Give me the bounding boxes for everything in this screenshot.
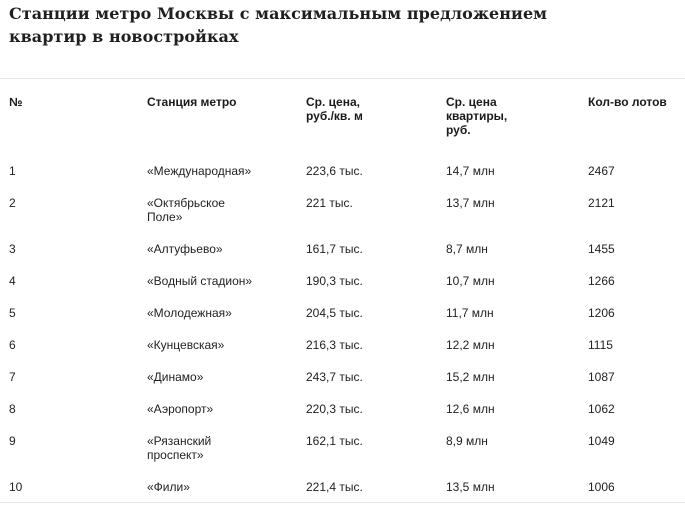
lot-count-cell: 1115 [588,338,613,352]
header-apartment-price: Ср. цена квартиры, руб. [446,95,508,137]
station-name-cell: «Молодежная» [147,306,232,320]
apartment-price-cell: 13,7 млн [446,196,495,210]
row-number-cell: 2 [9,196,16,210]
apartment-price-cell: 8,7 млн [446,242,488,256]
page-title: Станции метро Москвы с максимальным предложением квартир в новостройках [9,4,548,46]
row-number-cell: 8 [9,402,16,416]
apartment-price-cell: 14,7 млн [446,164,495,178]
lot-count-cell: 1006 [588,480,615,494]
row-number-cell: 10 [9,480,23,494]
apartment-price-cell: 8,9 млн [446,434,488,448]
row-number-cell: 6 [9,338,16,352]
table-top-divider [0,78,685,79]
row-number-cell: 5 [9,306,16,320]
station-name-cell: «Динамо» [147,370,204,384]
lot-count-cell: 2467 [588,164,615,178]
price-per-sqm-cell: 221,4 тыс. [306,480,363,494]
price-per-sqm-cell: 161,7 тыс. [306,242,363,256]
header-station: Станция метро [147,95,237,109]
station-name-cell: «Кунцевская» [147,338,225,352]
lot-count-cell: 1455 [588,242,615,256]
row-number-cell: 3 [9,242,16,256]
header-number: № [9,95,23,109]
price-per-sqm-cell: 204,5 тыс. [306,306,363,320]
lot-count-cell: 2121 [588,196,615,210]
apartment-price-cell: 10,7 млн [446,274,495,288]
price-per-sqm-cell: 243,7 тыс. [306,370,363,384]
price-per-sqm-cell: 221 тыс. [306,196,353,210]
header-lot-count: Кол-во лотов [588,95,667,109]
lot-count-cell: 1087 [588,370,615,384]
row-number-cell: 4 [9,274,16,288]
price-per-sqm-cell: 190,3 тыс. [306,274,363,288]
lot-count-cell: 1049 [588,434,615,448]
station-name-cell: «Фили» [147,480,190,494]
header-price-per-sqm: Ср. цена, руб./кв. м [306,95,363,123]
price-per-sqm-cell: 223,6 тыс. [306,164,363,178]
row-number-cell: 1 [9,164,16,178]
station-name-cell: «Международная» [147,164,252,178]
apartment-price-cell: 13,5 млн [446,480,495,494]
station-name-cell: «Октябрьское Поле» [147,196,225,224]
lot-count-cell: 1062 [588,402,615,416]
table-bottom-divider [0,502,685,503]
price-per-sqm-cell: 162,1 тыс. [306,434,363,448]
row-number-cell: 7 [9,370,16,384]
price-per-sqm-cell: 216,3 тыс. [306,338,363,352]
apartment-price-cell: 12,2 млн [446,338,495,352]
lot-count-cell: 1266 [588,274,615,288]
station-name-cell: «Водный стадион» [147,274,253,288]
apartment-price-cell: 15,2 млн [446,370,495,384]
lot-count-cell: 1206 [588,306,615,320]
price-per-sqm-cell: 220,3 тыс. [306,402,363,416]
station-name-cell: «Рязанский проспект» [147,434,212,462]
row-number-cell: 9 [9,434,16,448]
station-name-cell: «Алтуфьево» [147,242,223,256]
apartment-price-cell: 11,7 млн [446,306,494,320]
apartment-price-cell: 12,6 млн [446,402,495,416]
station-name-cell: «Аэропорт» [147,402,214,416]
